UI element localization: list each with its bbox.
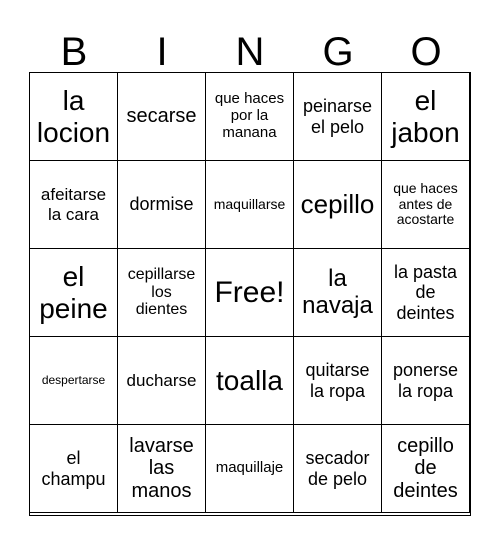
header-letter-b: B [60, 30, 88, 74]
bingo-cell [29, 336, 118, 425]
bingo-cell [293, 248, 382, 337]
bingo-cell-text: secador de pelo [305, 448, 370, 489]
bingo-cell-text: cepillo de deintes [393, 434, 458, 502]
bingo-cell [205, 160, 294, 249]
bingo-cell [293, 160, 382, 249]
bingo-cell [29, 160, 118, 249]
bingo-cell-text: maquillaje [215, 459, 284, 477]
header-letter-n: N [235, 30, 265, 74]
bingo-cell-text: secarse [126, 105, 197, 128]
bingo-cell [117, 424, 206, 513]
bingo-cell [293, 424, 382, 513]
bingo-cell-text: el jabon [391, 85, 460, 148]
bingo-card-grid [29, 72, 471, 516]
bingo-cell [293, 72, 382, 161]
bingo-cell [29, 424, 118, 513]
bingo-cell [117, 72, 206, 161]
bingo-header [30, 24, 470, 72]
bingo-cell [381, 424, 470, 513]
bingo-cell [205, 424, 294, 513]
header-letter-g: G [322, 30, 354, 74]
header-letter-i: I [156, 30, 168, 74]
bingo-cell-text: lavarse las manos [129, 434, 194, 502]
bingo-cell-text: ponerse la ropa [392, 360, 459, 401]
bingo-cell [205, 336, 294, 425]
bingo-cell-text: ducharse [126, 370, 197, 390]
bingo-cell-text: el champu [41, 448, 106, 489]
bingo-cell-text: cepillo [300, 188, 375, 219]
bingo-cell [117, 336, 206, 425]
bingo-cell-text: peinarse el pelo [302, 96, 373, 137]
bingo-cell-text: quitarse la ropa [305, 360, 370, 401]
bingo-cell [381, 72, 470, 161]
bingo-cell [205, 72, 294, 161]
bingo-cell [381, 160, 470, 249]
bingo-cell-text: dormise [129, 194, 194, 215]
bingo-cell-text: la navaja [302, 264, 373, 319]
bingo-cell-text: maquillarse [213, 195, 286, 212]
bingo-cell [381, 248, 470, 337]
bingo-cell-text: cepillarse los dientes [127, 265, 196, 319]
bingo-cell-text: despertarse [41, 372, 106, 387]
bingo-cell-text: afeitarse la cara [40, 185, 107, 224]
bingo-cell-text: toalla [216, 364, 283, 396]
bingo-cell-text: el peine [39, 261, 108, 324]
bingo-cell-text: que haces antes de acostarte [393, 179, 458, 228]
bingo-cell [205, 248, 294, 337]
bingo-cell [381, 336, 470, 425]
bingo-cell-text: la locion [36, 85, 111, 148]
bingo-cell [117, 160, 206, 249]
bingo-cell [29, 248, 118, 337]
bingo-cell-text: Free! [214, 275, 285, 309]
header-letter-o: O [410, 30, 442, 74]
bingo-cell-text: que haces por la manana [214, 90, 285, 141]
bingo-cell [29, 72, 118, 161]
bingo-cell [293, 336, 382, 425]
bingo-cell-text: la pasta de deintes [393, 262, 458, 323]
bingo-cell [117, 248, 206, 337]
